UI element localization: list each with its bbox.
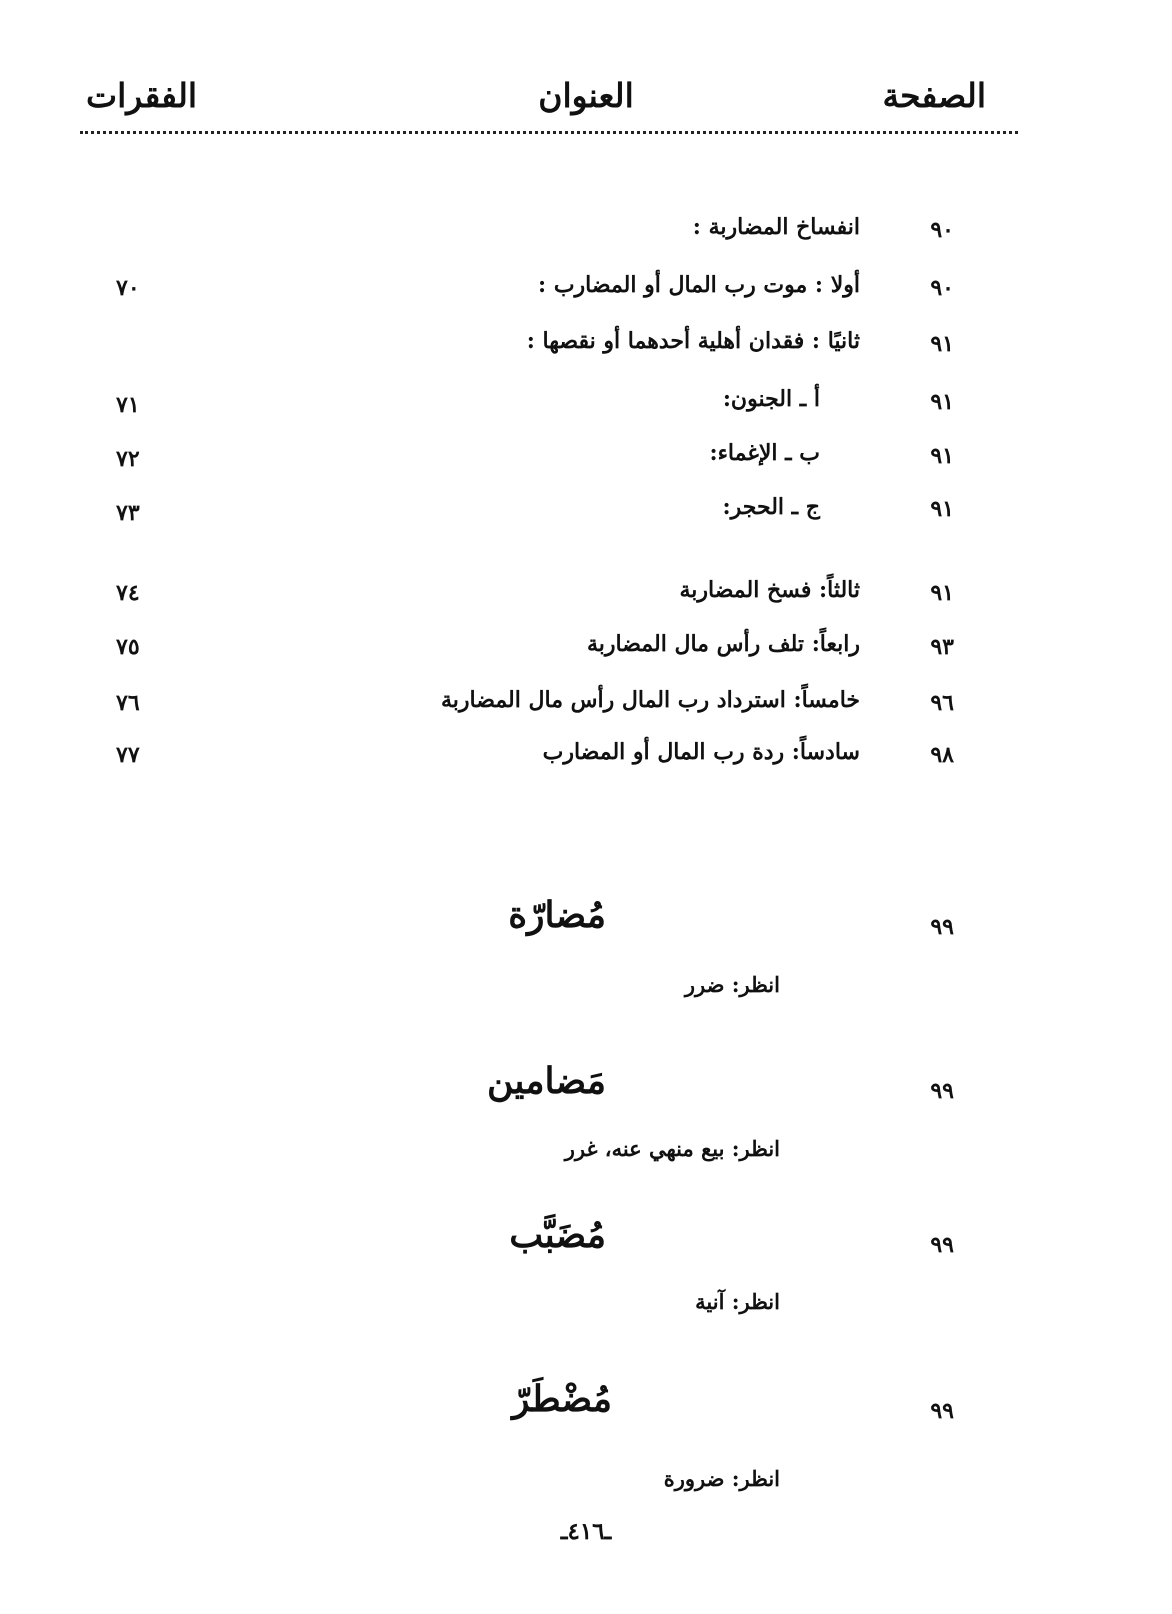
row-paragraph-number: ٧١ xyxy=(116,392,140,418)
header-title-label: العنوان xyxy=(538,76,634,115)
row-page-number: ٩١ xyxy=(930,496,954,522)
row-title: خامساً: استرداد رب المال رأس مال المضاربة xyxy=(441,687,860,713)
header-paragraphs-label: الفقرات xyxy=(86,76,198,115)
row-title: رابعاً: تلف رأس مال المضاربة xyxy=(586,631,860,657)
row-page-number: ٩٦ xyxy=(930,690,954,716)
row-paragraph-number: ٧٧ xyxy=(116,742,140,768)
row-title: ب ـ الإغماء: xyxy=(709,440,820,466)
row-paragraph-number: ٧٢ xyxy=(116,446,140,472)
row-title: أ ـ الجنون: xyxy=(722,386,820,412)
entry-heading: مُضْطَرّ xyxy=(512,1378,612,1420)
entry-heading: مَضامين xyxy=(486,1060,606,1102)
entry-page-number: ٩٩ xyxy=(930,914,954,940)
entry-see-reference: انظر: ضرر xyxy=(684,972,780,997)
footer-page-number: ـ٤١٦ـ xyxy=(560,1518,612,1545)
row-paragraph-number: ٧٤ xyxy=(116,580,140,606)
entry-page-number: ٩٩ xyxy=(930,1078,954,1104)
row-title: سادساً: ردة رب المال أو المضارب xyxy=(542,739,860,765)
row-title: ثالثاً: فسخ المضاربة xyxy=(679,577,860,603)
row-paragraph-number: ٧٠ xyxy=(116,275,140,301)
header-page-label: الصفحة xyxy=(882,76,986,115)
row-page-number: ٩١ xyxy=(930,443,954,469)
row-page-number: ٩١ xyxy=(930,389,954,415)
row-paragraph-number: ٧٥ xyxy=(116,634,140,660)
row-title: أولا : موت رب المال أو المضارب : xyxy=(538,272,860,298)
entry-see-reference: انظر: آنية xyxy=(695,1289,780,1314)
row-paragraph-number: ٧٣ xyxy=(116,500,140,526)
entry-see-reference: انظر: ضرورة xyxy=(663,1466,780,1491)
row-page-number: ٩٣ xyxy=(930,634,954,660)
row-title: ج ـ الحجر: xyxy=(722,494,820,520)
row-paragraph-number: ٧٦ xyxy=(116,690,140,716)
row-page-number: ٩٠ xyxy=(930,217,954,243)
row-page-number: ٩١ xyxy=(930,580,954,606)
entry-page-number: ٩٩ xyxy=(930,1398,954,1424)
row-page-number: ٩٨ xyxy=(930,742,954,768)
entry-heading: مُضارّة xyxy=(508,894,606,936)
entry-heading: مُضَبَّب xyxy=(509,1214,606,1256)
row-page-number: ٩١ xyxy=(930,331,954,357)
entry-page-number: ٩٩ xyxy=(930,1232,954,1258)
row-page-number: ٩٠ xyxy=(930,275,954,301)
row-title: ثانيًا : فقدان أهلية أحدهما أو نقصها : xyxy=(526,328,860,354)
row-title: انفساخ المضاربة : xyxy=(692,214,860,240)
entry-see-reference: انظر: بيع منهي عنه، غرر xyxy=(564,1136,780,1161)
dotted-divider xyxy=(80,131,1018,134)
